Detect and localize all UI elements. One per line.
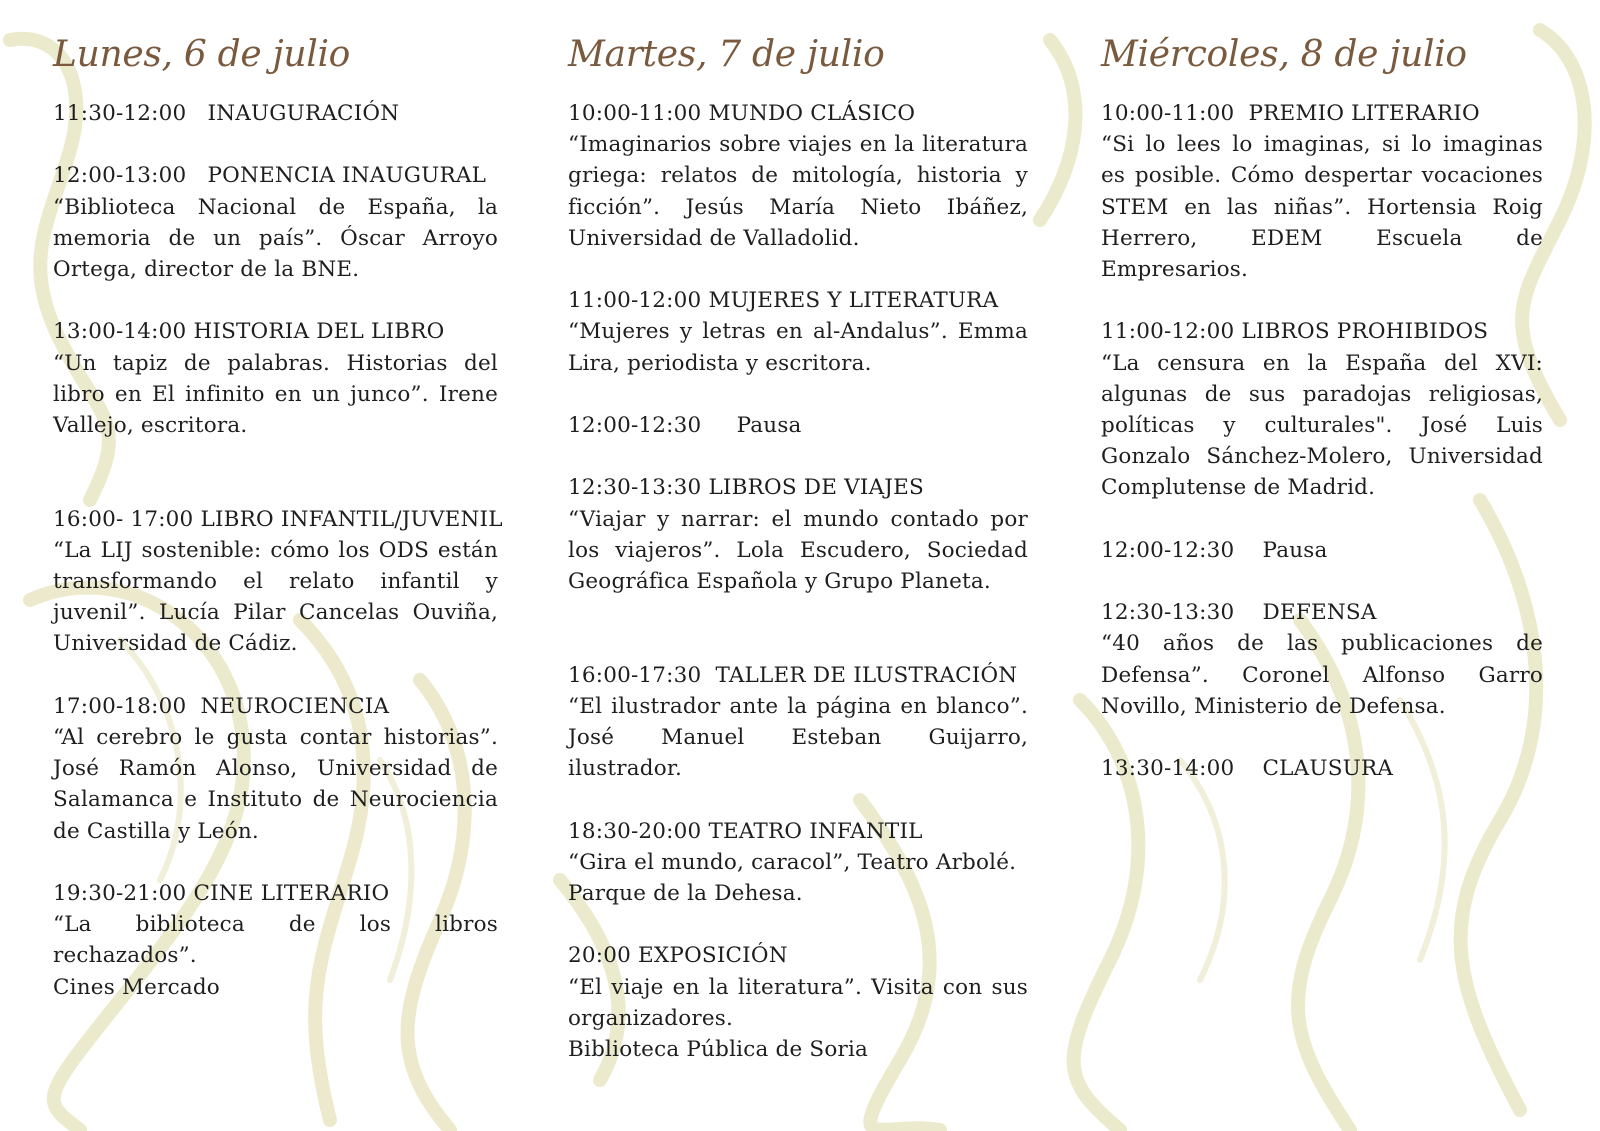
event-label: PONENCIA INAUGURAL: [207, 163, 487, 189]
event-time: 10:00-11:00: [568, 101, 702, 126]
event: [53, 878, 498, 1003]
event: [1101, 753, 1543, 784]
event-heading: [568, 98, 1028, 129]
day-title: Miércoles, 8 de julio: [1101, 34, 1467, 75]
event-description: “Al cerebro le gusta contar historias”. José Ramón Alonso, Universidad de Salamanca e Instituto de Neurociencia de Castilla y León.: [53, 725, 498, 844]
event-heading: [568, 940, 1028, 971]
event-venue: Biblioteca Pública de Soria: [568, 1037, 869, 1062]
event-time: 12:30-13:30: [568, 475, 702, 501]
event-heading: [53, 691, 498, 722]
event: [53, 504, 503, 660]
event-heading: [568, 410, 1028, 441]
event-description: “La biblioteca de los libros rechazados”.: [53, 912, 498, 969]
event: [1101, 316, 1543, 503]
event: [568, 285, 1028, 379]
event-time: 12:00-12:30: [1101, 537, 1235, 563]
event-description: “Gira el mundo, caracol”, Teatro Arbolé.: [568, 849, 1017, 875]
event-heading: [1101, 753, 1543, 784]
event-heading: [1101, 535, 1543, 566]
event-label: LIBRO INFANTIL/JUVENIL: [200, 506, 503, 532]
event: [53, 160, 498, 285]
event-label: MUNDO CLÁSICO: [708, 101, 916, 126]
event-heading: [1101, 316, 1543, 347]
event-heading: [568, 660, 1028, 691]
event-time: 10:00-11:00: [1101, 101, 1235, 126]
event: [1101, 98, 1543, 285]
event-venue: Cines Mercado: [53, 974, 220, 1000]
event-heading: [1101, 98, 1543, 129]
event-label: INAUGURACIÓN: [207, 101, 400, 126]
event-time: 13:00-14:00: [53, 319, 187, 345]
event-time: 12:00-13:00: [53, 163, 187, 189]
event: [53, 98, 498, 129]
day-title: Lunes, 6 de julio: [53, 34, 351, 75]
event-description: “Viajar y narrar: el mundo contado por los viajeros”. Lola Escudero, Sociedad Geográfica Española y Grupo Planeta.: [568, 506, 1028, 594]
event-label: CLAUSURA: [1262, 756, 1394, 782]
event: [568, 98, 1028, 254]
event-time: 12:30-13:30: [1101, 600, 1235, 626]
event-label: MUJERES Y LITERATURA: [708, 288, 999, 314]
event-label: PREMIO LITERARIO: [1248, 101, 1480, 126]
event-label: DEFENSA: [1262, 600, 1377, 626]
event: [568, 660, 1028, 785]
event: [1101, 535, 1543, 566]
event-time: 13:30-14:00: [1101, 756, 1235, 782]
event-time: 17:00-18:00: [53, 693, 187, 719]
event: [568, 410, 1028, 441]
event-description: “La LIJ sostenible: cómo los ODS están transformando el relato infantil y juvenil”. Lucía Pilar Cancelas Ouviña, Universidad de Cádiz.: [53, 537, 498, 657]
event-description: “Un tapiz de palabras. Historias del libro en El infinito en un junco”. Irene Vallejo, escritora.: [53, 350, 498, 438]
event: [568, 816, 1028, 910]
event-label: TALLER DE ILUSTRACIÓN: [715, 662, 1018, 688]
event-label: TEATRO INFANTIL: [708, 818, 923, 844]
event-heading: [568, 472, 1028, 503]
event-heading: [1101, 597, 1543, 628]
event-description: “El ilustrador ante la página en blanco”. José Manuel Esteban Guijarro, ilustrador.: [568, 693, 1028, 782]
event-description: “Imaginarios sobre viajes en la literatura griega: relatos de mitología, historia y ficción”. Jesús María Nieto Ibáñez, Universidad de Valladolid.: [568, 132, 1028, 251]
event-heading: [53, 504, 503, 535]
day-title: Martes, 7 de julio: [568, 34, 885, 75]
event: [53, 316, 498, 441]
event-time: 16:00- 17:00: [53, 506, 194, 532]
event-time: 19:30-21:00: [53, 881, 187, 906]
event-description: “La censura en la España del XVI: algunas de sus paradojas religiosas, políticas y culturales". José Luis Gonzalo Sánchez-Molero, Universidad Complutense de Madrid.: [1101, 350, 1543, 501]
day-column-wednesday: [1101, 30, 1543, 816]
event: [1101, 597, 1543, 722]
event: [568, 940, 1028, 1065]
day-column-tuesday: [568, 30, 1028, 1096]
event: [568, 472, 1028, 597]
event-label: LIBROS DE VIAJES: [708, 475, 924, 501]
event-venue: Parque de la Dehesa.: [568, 881, 803, 906]
event-label: HISTORIA DEL LIBRO: [193, 319, 445, 345]
event-heading: [53, 316, 498, 347]
event-label: CINE LITERARIO: [193, 881, 390, 906]
event-description: “40 años de las publicaciones de Defensa”. Coronel Alfonso Garro Novillo, Ministerio de Defensa.: [1101, 631, 1543, 719]
event-label: EXPOSICIÓN: [638, 943, 788, 969]
event-time: 12:00-12:30: [568, 413, 702, 438]
event-heading: [53, 160, 498, 191]
event-label: Pausa: [1262, 537, 1328, 563]
event-time: 18:30-20:00: [568, 818, 702, 844]
event-description: “Biblioteca Nacional de España, la memoria de un país”. Óscar Arroyo Ortega, director de la BNE.: [53, 194, 498, 282]
event-label: NEUROCIENCIA: [200, 693, 390, 719]
event-label: LIBROS PROHIBIDOS: [1241, 319, 1489, 345]
event-time: 16:00-17:30: [568, 662, 702, 688]
event-description: “El viaje en la literatura”. Visita con sus organizadores.: [568, 974, 1028, 1031]
event-heading: [53, 98, 498, 129]
event-description: “Si lo lees lo imaginas, si lo imaginas es posible. Cómo despertar vocaciones STEM en las niñas”. Hortensia Roig Herrero, EDEM Escuela de Empresarios.: [1101, 132, 1543, 283]
event-label: Pausa: [736, 413, 802, 438]
event: [53, 691, 498, 847]
event-time: 11:30-12:00: [53, 101, 187, 126]
day-column-monday: [53, 30, 503, 1034]
event-heading: [568, 285, 1028, 316]
event-time: 20:00: [568, 943, 631, 969]
event-time: 11:00-12:00: [1101, 319, 1235, 345]
event-description: “Mujeres y letras en al-Andalus”. Emma Lira, periodista y escritora.: [568, 319, 1028, 376]
event-heading: [568, 816, 1028, 847]
event-time: 11:00-12:00: [568, 288, 702, 314]
event-heading: [53, 878, 498, 909]
